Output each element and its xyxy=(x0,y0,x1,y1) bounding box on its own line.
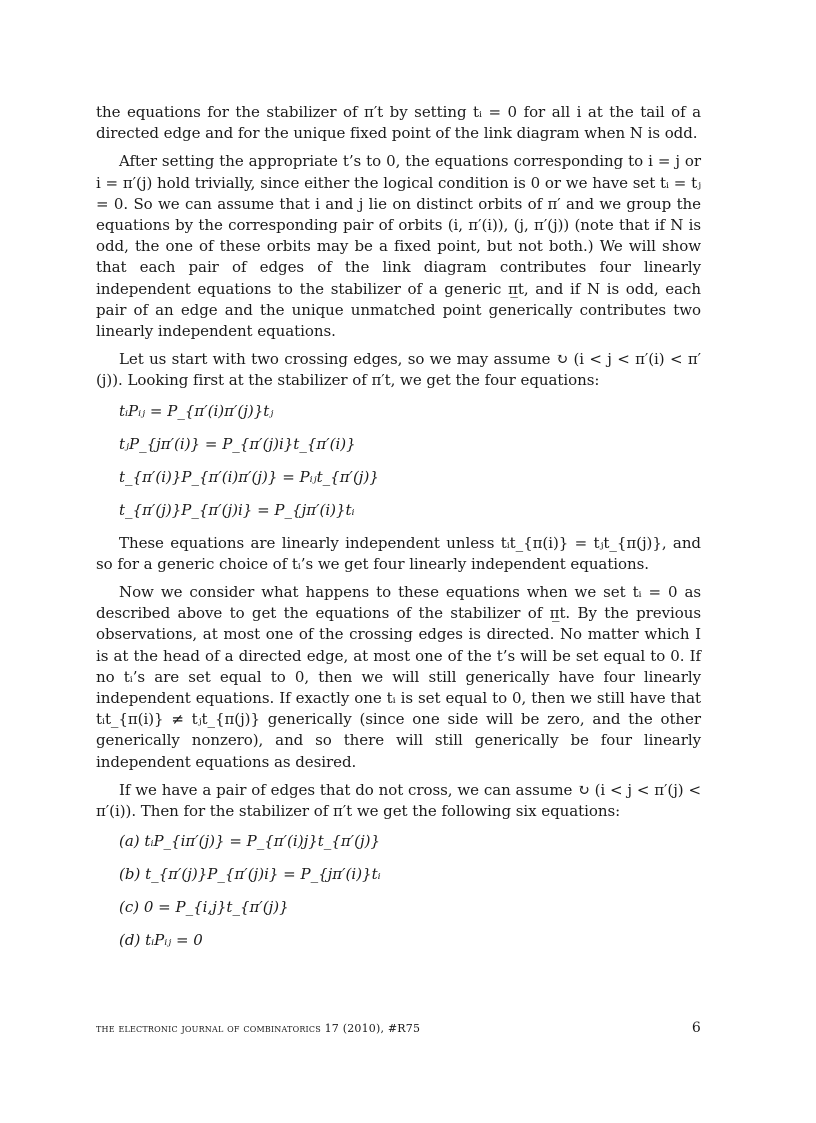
equation-c: (c) 0 = P_{i,j}t_{π′(j)} xyxy=(119,898,289,917)
paragraph-6: If we have a pair of edges that do not cross, we can assume ↻ (i < j < π′(j) < π′(i)). Then for the stabilizer of π′t we get the following six equations: xyxy=(96,780,701,821)
paragraph-5: Now we consider what happens to these equations when we set tᵢ = 0 as described above to get the equations of the stabilizer of π̲t. By the previous observations, at most one of the crossing edges is directed. No matter which I is at the head of a directed edge, at most one of the t’s will be set equal to 0. If no tᵢ’s are set equal to 0, then we will still generically have four linearly independent equations. If exactly one tᵢ is set equal to 0, then we still have that tᵢt_{π(i)} ≠ tⱼt_{π(j)} generically (since one side will be zero, and the other generically nonzero), and so there will still generically be four linearly independent equations as desired. xyxy=(96,583,701,771)
paragraph-3: Let us start with two crossing edges, so we may assume ↻ (i < j < π′(i) < π′(j)). Looking first at the stabilizer of π′t, we get the four equations: xyxy=(96,350,701,390)
equation-3: t_{π′(i)}P_{π′(i)π′(j)} = Pᵢⱼt_{π′(j)} xyxy=(119,467,379,486)
paragraph-2: After setting the appropriate t’s to 0, the equations corresponding to i = j or i = π′(j) hold trivially, since either the logical condition is 0 or we have set tᵢ = tⱼ = 0. So we can assume that i and j lie on distinct orbits of π′ and we group the equations by the corresponding pair of orbits (i, π′(i)), (j, π′(j)) (note that if N is odd, the one of these orbits may be a fixed point, but not both.) We will show that each pair of edges of the link diagram contributes four linearly independent equations to the stabilizer of a generic π̲t, and if N is odd, each pair of an edge and the unique unmatched point generically contributes two linearly independent equations. xyxy=(96,152,701,341)
equation-a: (a) tᵢP_{iπ′(j)} = P_{π′(i)j}t_{π′(j)} xyxy=(119,832,380,851)
page-number: 6 xyxy=(691,1020,701,1036)
paragraph-4: These equations are linearly independent unless tᵢt_{π(i)} = tⱼt_{π(j)}, and so for a generic choice of tᵢ’s we get four linearly independent equations. xyxy=(96,533,701,573)
equation-b: (b) t_{π′(j)}P_{π′(j)i} = P_{jπ′(i)}tᵢ xyxy=(119,865,381,884)
page-footer xyxy=(96,1020,701,1036)
page-body xyxy=(96,102,701,963)
equation-1: tᵢPᵢⱼ = P_{π′(i)π′(j)}tⱼ xyxy=(119,401,274,420)
journal-citation: the electronic journal of combinatorics 17 (2010), #R75 xyxy=(96,1022,421,1035)
crossing-equations xyxy=(119,401,701,520)
equation-d: (d) tᵢPᵢⱼ = 0 xyxy=(119,931,203,950)
paragraph-1: the equations for the stabilizer of π′t by setting tᵢ = 0 for all i at the tail of a directed edge and for the unique fixed point of the link diagram when N is odd. xyxy=(96,103,701,143)
equation-4: t_{π′(j)}P_{π′(j)i} = P_{jπ′(i)}tᵢ xyxy=(119,500,355,519)
equation-2: tⱼP_{jπ′(i)} = P_{π′(j)i}t_{π′(i)} xyxy=(119,434,356,453)
noncrossing-equations xyxy=(119,831,701,950)
